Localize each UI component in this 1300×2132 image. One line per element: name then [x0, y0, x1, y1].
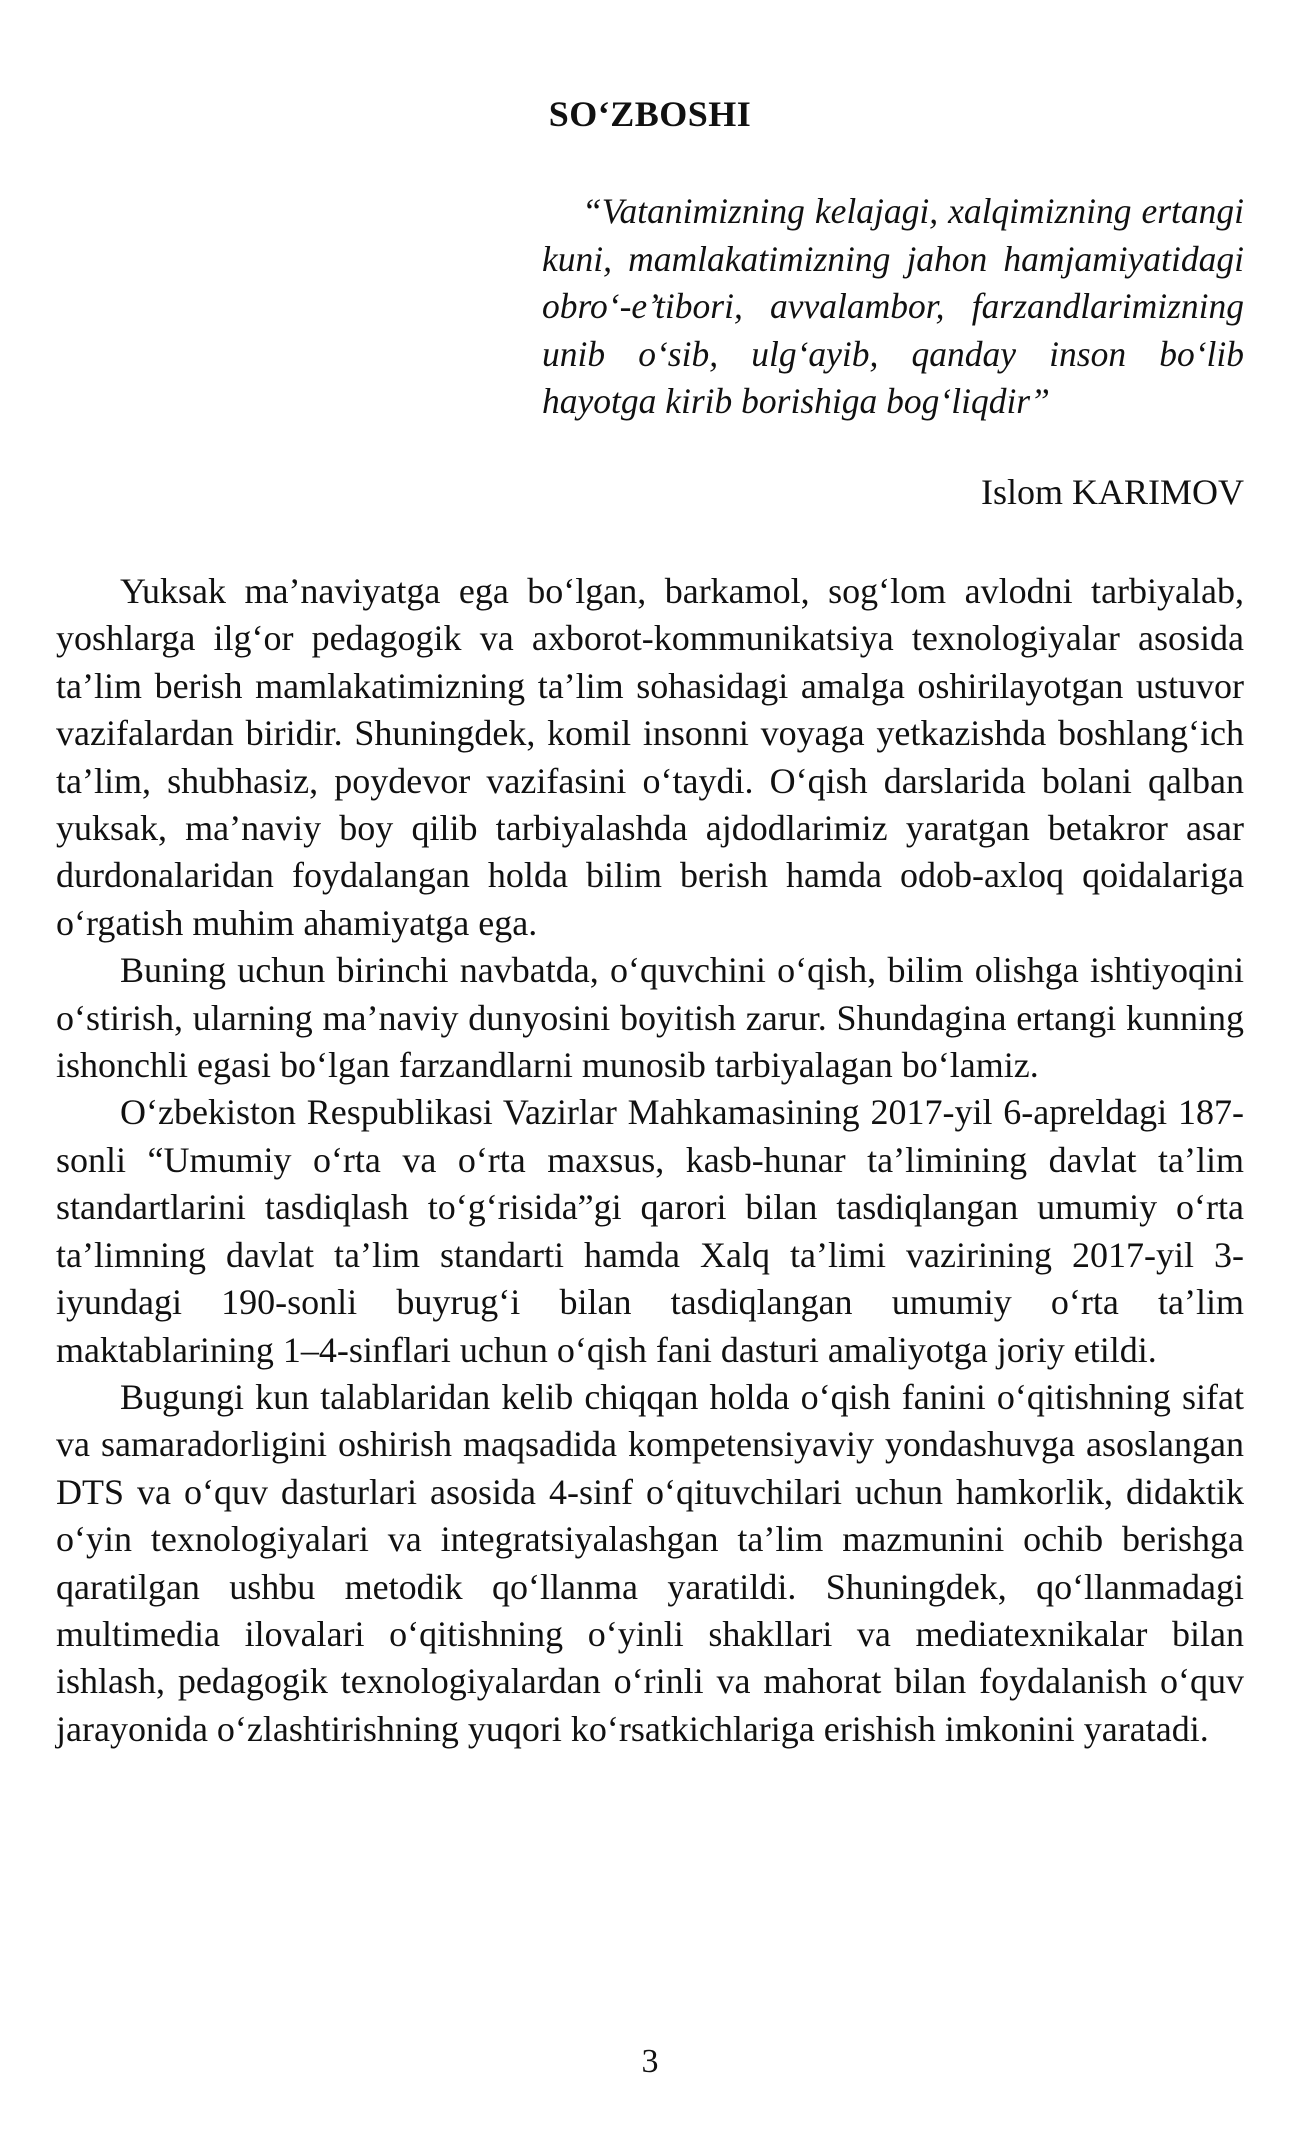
- page-title: SO‘ZBOSHI: [548, 94, 752, 134]
- paragraph-1: Yuksak ma’naviyatga ega bo‘lgan, barkamol, sog‘lom avlodni tarbiyalab, yoshlarga ilg‘or pedagogik va axborot-kommunikatsiya texnologiyalar asosida ta’lim berish mamlakatimizning ta’lim sohasidagi amalga oshirilayotgan ustuvor vazifalardan biridir. Shuningdek, komil insonni voyaga yetkazishda boshlang‘ich ta’lim, shubhasiz, poydevor vazifasini o‘taydi. O‘qish darslarida bolani qalban yuksak, ma’naviy boy qilib tarbiyalashda ajdodlarimiz yaratgan betakror asar durdonalaridan foydalangan holda bilim berish hamda odob-axloq qoidalariga o‘rgatish muhim ahamiyatga ega.: [56, 571, 1244, 943]
- paragraph-3: O‘zbekiston Respublikasi Vazirlar Mahkamasining 2017-yil 6-apreldagi 187-sonli “Umumiy o‘rta va o‘rta maxsus, kasb-hunar ta’limining davlat ta’lim standartlarini tasdiqlash to‘g‘risida”gi qarori bilan tasdiqlangan umumiy o‘rta ta’limning davlat ta’lim standarti hamda Xalq ta’limi vazirining 2017-yil 3-iyundagi 190-sonli buyrug‘i bilan tasdiqlangan umumiy o‘rta ta’lim maktablarining 1–4-sinflari uchun o‘qish fani dasturi amaliyotga joriy etildi.: [56, 1092, 1244, 1370]
- paragraph-4: Bugungi kun talablaridan kelib chiqqan holda o‘qish fanini o‘qitishning sifat va samaradorligini oshirish maqsadida kompetensiyaviy yondashuvga asoslangan DTS va o‘quv dasturlari asosida 4-sinf o‘qituvchilari uchun hamkorlik, didaktik o‘yin texnologiyalari va integratsiyalashgan ta’lim mazmunini ochib berishga qaratilgan ushbu metodik qo‘llanma yaratildi. Shuningdek, qo‘llanmadagi multimedia ilovalari o‘qitishning o‘yinli shakllari va mediatexnikalar bilan ishlash, pedagogik texnologiyalardan o‘rinli va mahorat bilan foydalanish o‘quv jarayonida o‘zlashtirishning yuqori ko‘rsatkichlariga erishish imkonini yaratadi.: [56, 1376, 1244, 1749]
- paragraph-2: Buning uchun birinchi navbatda, o‘quvchini o‘qish, bilim olishga ishtiyoqini o‘stirish, ularning ma’naviy dunyosini boyitish zarur. Shundagina ertangi kunning ishonchli egasi bo‘lgan farzandlarni munosib tarbiyalagan bo‘lamiz.: [56, 950, 1244, 1086]
- epigraph-author: Islom KARIMOV: [980, 472, 1244, 512]
- epigraph-quote: “Vatanimizning kelajagi, xalqimizning ertangi kuni, mamlakatimizning jahon hamjamiyatidagi obro‘-e’tibori, avvalambor, farzandlarimizning unib o‘sib, ulg‘ayib, qanday inson bo‘lib hayotga kirib borishiga bog‘liqdir”: [542, 191, 1244, 422]
- page-number: 3: [641, 2043, 659, 2080]
- body-text: [56, 568, 1244, 1753]
